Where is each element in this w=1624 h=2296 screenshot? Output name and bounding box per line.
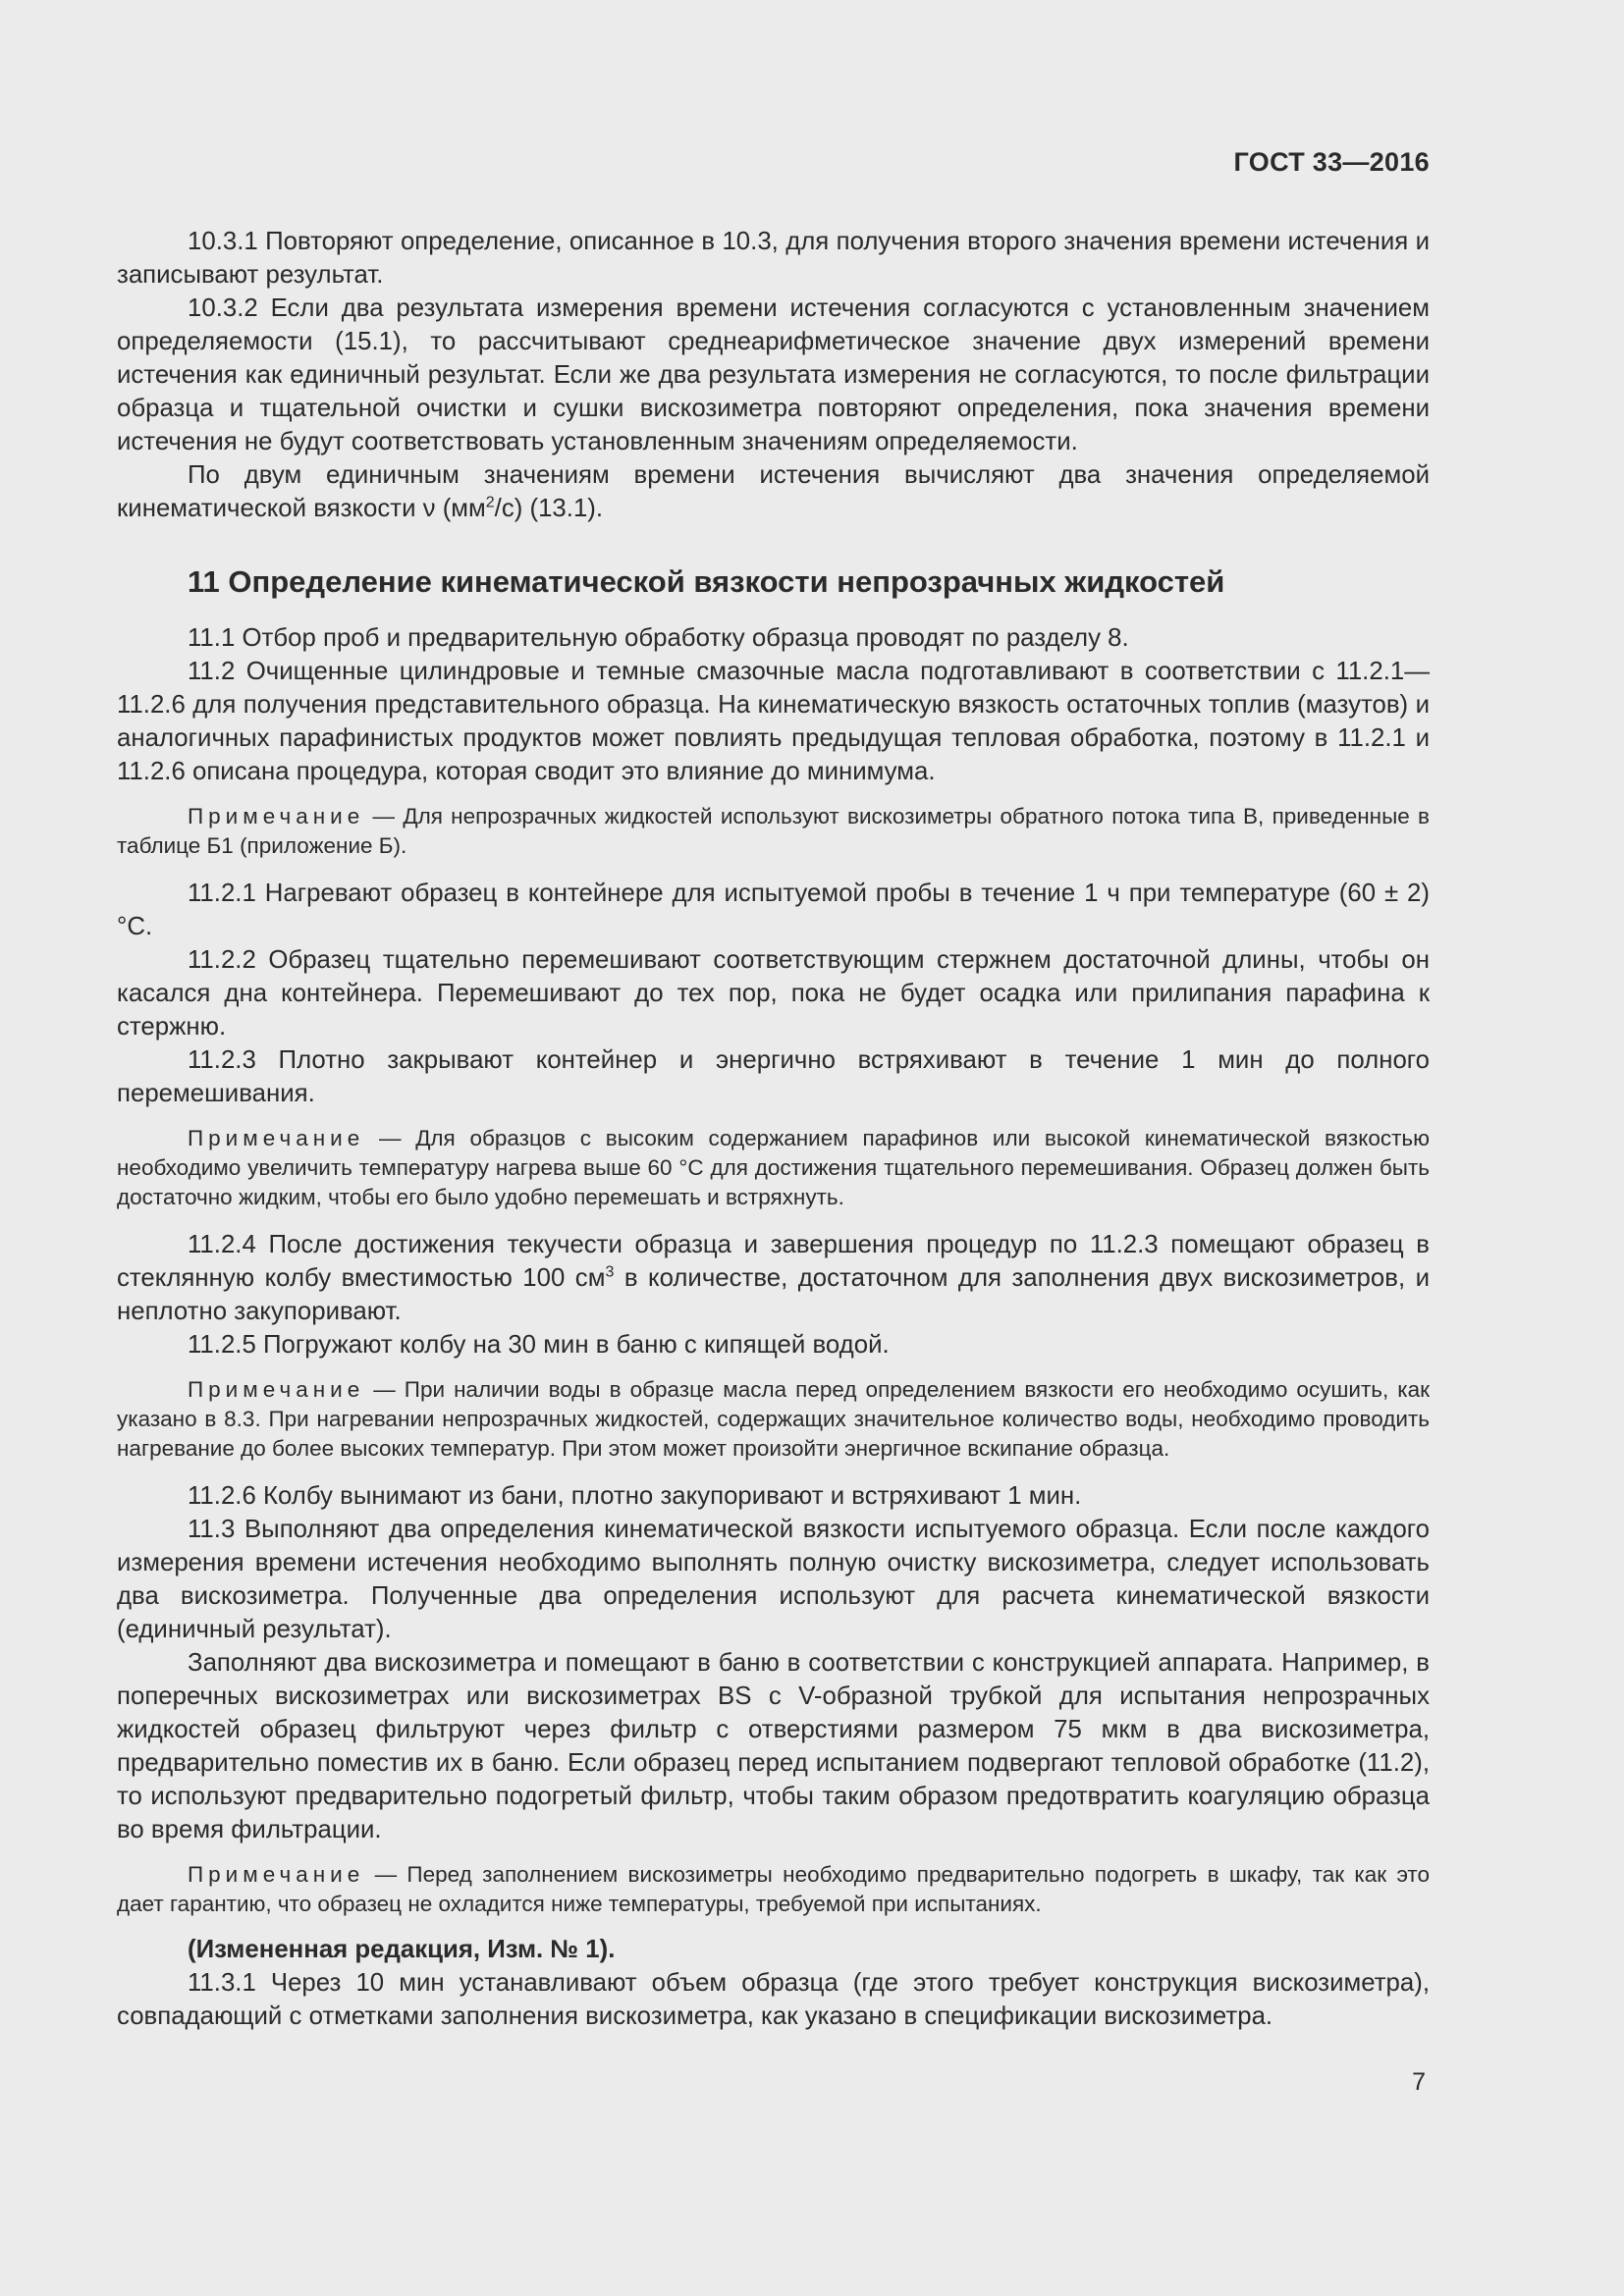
paragraph-11-2-6: 11.2.6 Колбу вынимают из бани, плотно закупоривают и встряхивают 1 мин. xyxy=(188,1482,1082,1510)
paragraph-11-2-3: 11.2.3 Плотно закрывают контейнер и энергично встряхивают в течение 1 мин до полного перемешивания. xyxy=(117,1046,1430,1107)
note-1 xyxy=(117,802,1430,861)
paragraph-11-1: 11.1 Отбор проб и предварительную обработку образца проводят по разделу 8. xyxy=(188,624,1129,652)
amendment-note: (Измененная редакция, Изм. № 1). xyxy=(188,1936,616,1963)
note-text: — При наличии воды в образце масла перед определением вязкости его необходимо осушить, как указано в 8.3. При нагревании непрозрачных жидкостей, содержащих значительное количество воды, необходимо проводить нагревание до более высоких температур. При этом может произойти энергичное вскипание образца. xyxy=(117,1377,1430,1461)
paragraph-11-2-1: 11.2.1 Нагревают образец в контейнере для испытуемой пробы в течение 1 ч при температуре (60 ± 2) °С. xyxy=(117,880,1430,940)
text-segment: По двум единичным значениям времени истечения вычисляют два значения определяемой кинематической вязкости ν (мм xyxy=(117,461,1430,522)
text-segment: /с) (13.1). xyxy=(494,495,604,522)
note-text: — Для непрозрачных жидкостей используют вискозиметры обратного потока типа В, приведенные в таблице Б1 (приложение Б). xyxy=(117,804,1430,858)
paragraph-11-3: 11.3 Выполняют два определения кинематической вязкости испытуемого образца. Если после каждого измерения времени истечения необходимо выполнять полную очистку вискозиметра, следует использовать два вискозиметра. Полученные два определения используют для расчета кинематической вязкости (единичный результат). xyxy=(117,1516,1430,1643)
paragraph-11-2-2: 11.2.2 Образец тщательно перемешивают соответствующим стержнем достаточной длины, чтобы он касался дна контейнера. Перемешивают до тех пор, пока не будет осадка или прилипания парафина к стержню. xyxy=(117,946,1430,1041)
paragraph-11-3-filling: Заполняют два вискозиметра и помещают в баню в соответствии с конструкцией аппарата. Например, в поперечных вискозиметрах или вискозиметрах BS с V-образной трубкой для испытания непрозрачных жидкостей образец фильтруют через фильтр с отверстиями размером 75 мкм в два вискозиметра, предварительно поместив их в баню. Если образец перед испытанием подвергают тепловой обработке (11.2), то используют предварительно подогретый фильтр, чтобы таким образом предотвратить коагуляцию образца во время фильтрации. xyxy=(117,1649,1430,1843)
note-4 xyxy=(117,1860,1430,1919)
page-number: 7 xyxy=(1412,2068,1426,2096)
paragraph-11-2-4 xyxy=(117,1228,1430,1328)
text-segment: в количестве, достаточном для заполнения двух вискозиметров, и неплотно закупоривают. xyxy=(117,1264,1431,1325)
paragraph-10-3-1: 10.3.1 Повторяют определение, описанное в 10.3, для получения второго значения времени истечения и записывают результат. xyxy=(117,228,1430,289)
superscript: 2 xyxy=(485,494,495,511)
note-text: — Перед заполнением вискозиметры необходимо предварительно подогреть в шкафу, так как это дает гарантию, что образец не охладится ниже температуры, требуемой при испытаниях. xyxy=(117,1862,1430,1916)
page-content xyxy=(117,225,1430,2033)
note-text: — Для образцов с высоким содержанием парафинов или высокой кинематической вязкостью необходимо увеличить температуру нагрева выше 60 °С для достижения тщательного перемешивания. Образец должен быть достаточно жидким, чтобы его было удобно перемешать и встряхнуть. xyxy=(117,1126,1430,1209)
text-segment: 11.2.4 После достижения текучести образца и завершения процедур по 11.2.3 помещают образец в стеклянную колбу вместимостью 100 см xyxy=(117,1231,1430,1292)
document-code: ГОСТ 33—2016 xyxy=(1233,147,1430,177)
note-label: Примечание xyxy=(188,1862,365,1887)
note-2 xyxy=(117,1124,1430,1212)
paragraph-11-3-1: 11.3.1 Через 10 мин устанавливают объем образца (где этого требует конструкция вискозиметра), совпадающий с отметками заполнения вискозиметра, как указано в спецификации вискозиметра. xyxy=(117,1969,1430,2030)
paragraph-11-2: 11.2 Очищенные цилиндровые и темные смазочные масла подготавливают в соответствии с 11.2.1—11.2.6 для получения представительного образца. На кинематическую вязкость остаточных топлив (мазутов) и аналогичных парафинистых продуктов может повлиять предыдущая тепловая обработка, поэтому в 11.2.1 и 11.2.6 описана процедура, которая сводит это влияние до минимума. xyxy=(117,658,1430,785)
paragraph-10-3-2: 10.3.2 Если два результата измерения времени истечения согласуются с установленным значением определяемости (15.1), то рассчитывают среднеарифметическое значение двух измерений времени истечения как единичный результат. Если же два результата измерения не согласуются, то после фильтрации образца и тщательной очистки и сушки вискозиметра повторяют определения, пока значения времени истечения не будут соответствовать установленным значениям определяемости. xyxy=(117,294,1430,455)
section-11-heading: 11 Определение кинематической вязкости непрозрачных жидкостей xyxy=(188,564,1225,599)
superscript: 3 xyxy=(605,1263,615,1281)
note-label: Примечание xyxy=(188,1126,365,1150)
note-3 xyxy=(117,1375,1430,1464)
paragraph-viscosity-calc xyxy=(117,458,1430,525)
note-label: Примечание xyxy=(188,1377,365,1402)
paragraph-11-2-5: 11.2.5 Погружают колбу на 30 мин в баню с кипящей водой. xyxy=(188,1331,890,1359)
note-label: Примечание xyxy=(188,804,365,828)
